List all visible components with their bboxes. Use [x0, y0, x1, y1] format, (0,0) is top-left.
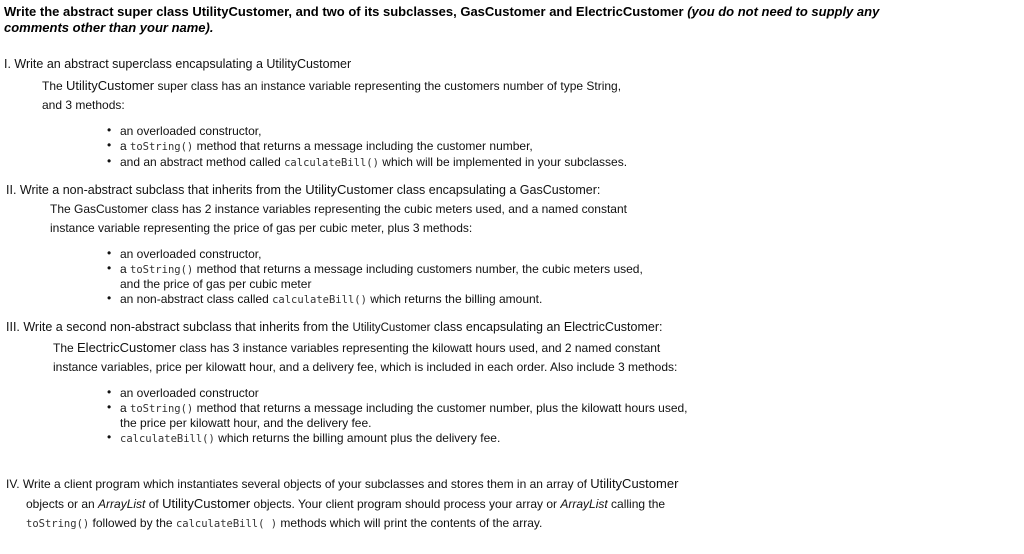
section-1-heading: I. Write an abstract superclass encapsulating a UtilityCustomer	[4, 57, 352, 71]
bullet-icon: •	[107, 430, 112, 444]
section-4-line-3: toString() followed by the calculateBill( ) methods which will print the contents of the array.	[26, 516, 543, 530]
section-3-paragraph-1: The ElectricCustomer class has 3 instance variables representing the kilowatt hours used, and 2 named constant	[53, 340, 661, 355]
section-2-bullet-1: an overloaded constructor,	[120, 247, 262, 261]
section-2-heading: II. Write a non-abstract subclass that inherits from the UtilityCustomer class encapsulating a GasCustomer:	[6, 182, 601, 197]
section-4-line-2: objects or an ArrayList of UtilityCustomer objects. Your client program should process your array or ArrayList calling the	[26, 496, 666, 511]
section-1-bullet-2: a toString() method that returns a message including the customer number,	[120, 139, 533, 153]
title-italic: (you do not need to supply any	[683, 4, 880, 19]
section-3-paragraph-2: instance variables, price per kilowatt hour, and a delivery fee, which is included in each order. Also include 3 methods:	[53, 360, 678, 374]
assignment-title-line1	[4, 4, 879, 19]
section-1-bullet-3: and an abstract method called calculateBill() which will be implemented in your subclasses.	[120, 155, 628, 169]
section-2-paragraph-2: instance variable representing the price of gas per cubic meter, plus 3 methods:	[50, 221, 473, 235]
title-italic-2: comments other than your name).	[4, 20, 214, 35]
bullet-icon: •	[107, 138, 112, 152]
bullet-icon: •	[107, 400, 112, 414]
section-1-bullet-1: an overloaded constructor,	[120, 124, 262, 138]
section-3-bullet-3: calculateBill() which returns the billing amount plus the delivery fee.	[120, 431, 501, 445]
assignment-title-line2	[4, 20, 213, 35]
section-3-bullet-2: a toString() method that returns a message including the customer number, plus the kilowatt hours used,	[120, 401, 688, 415]
section-2-paragraph-1: The GasCustomer class has 2 instance variables representing the cubic meters used, and a named constant	[50, 202, 627, 216]
section-3-bullet-2-continued: the price per kilowatt hour, and the delivery fee.	[120, 416, 372, 430]
section-1-paragraph-2: and 3 methods:	[42, 98, 125, 112]
section-3-heading: III. Write a second non-abstract subclass that inherits from the UtilityCustomer class encapsulating an ElectricCustomer:	[6, 320, 663, 334]
section-3-bullet-1: an overloaded constructor	[120, 386, 259, 400]
bullet-icon: •	[107, 123, 112, 137]
section-4-line-1: IV. Write a client program which instantiates several objects of your subclasses and stores them in an array of UtilityCustomer	[6, 476, 679, 491]
bullet-icon: •	[107, 385, 112, 399]
title-bold: Write the abstract super class UtilityCustomer, and two of its subclasses, GasCustomer and ElectricCustomer	[4, 4, 684, 19]
bullet-icon: •	[107, 154, 112, 168]
bullet-icon: •	[107, 261, 112, 275]
bullet-icon: •	[107, 246, 112, 260]
section-2-bullet-2-continued: and the price of gas per cubic meter	[120, 277, 312, 291]
bullet-icon: •	[107, 291, 112, 305]
section-2-bullet-3: an non-abstract class called calculateBill() which returns the billing amount.	[120, 292, 543, 306]
section-2-bullet-2: a toString() method that returns a message including customers number, the cubic meters used,	[120, 262, 643, 276]
section-1-paragraph-1: The UtilityCustomer super class has an instance variable representing the customers number of type String,	[42, 78, 622, 93]
